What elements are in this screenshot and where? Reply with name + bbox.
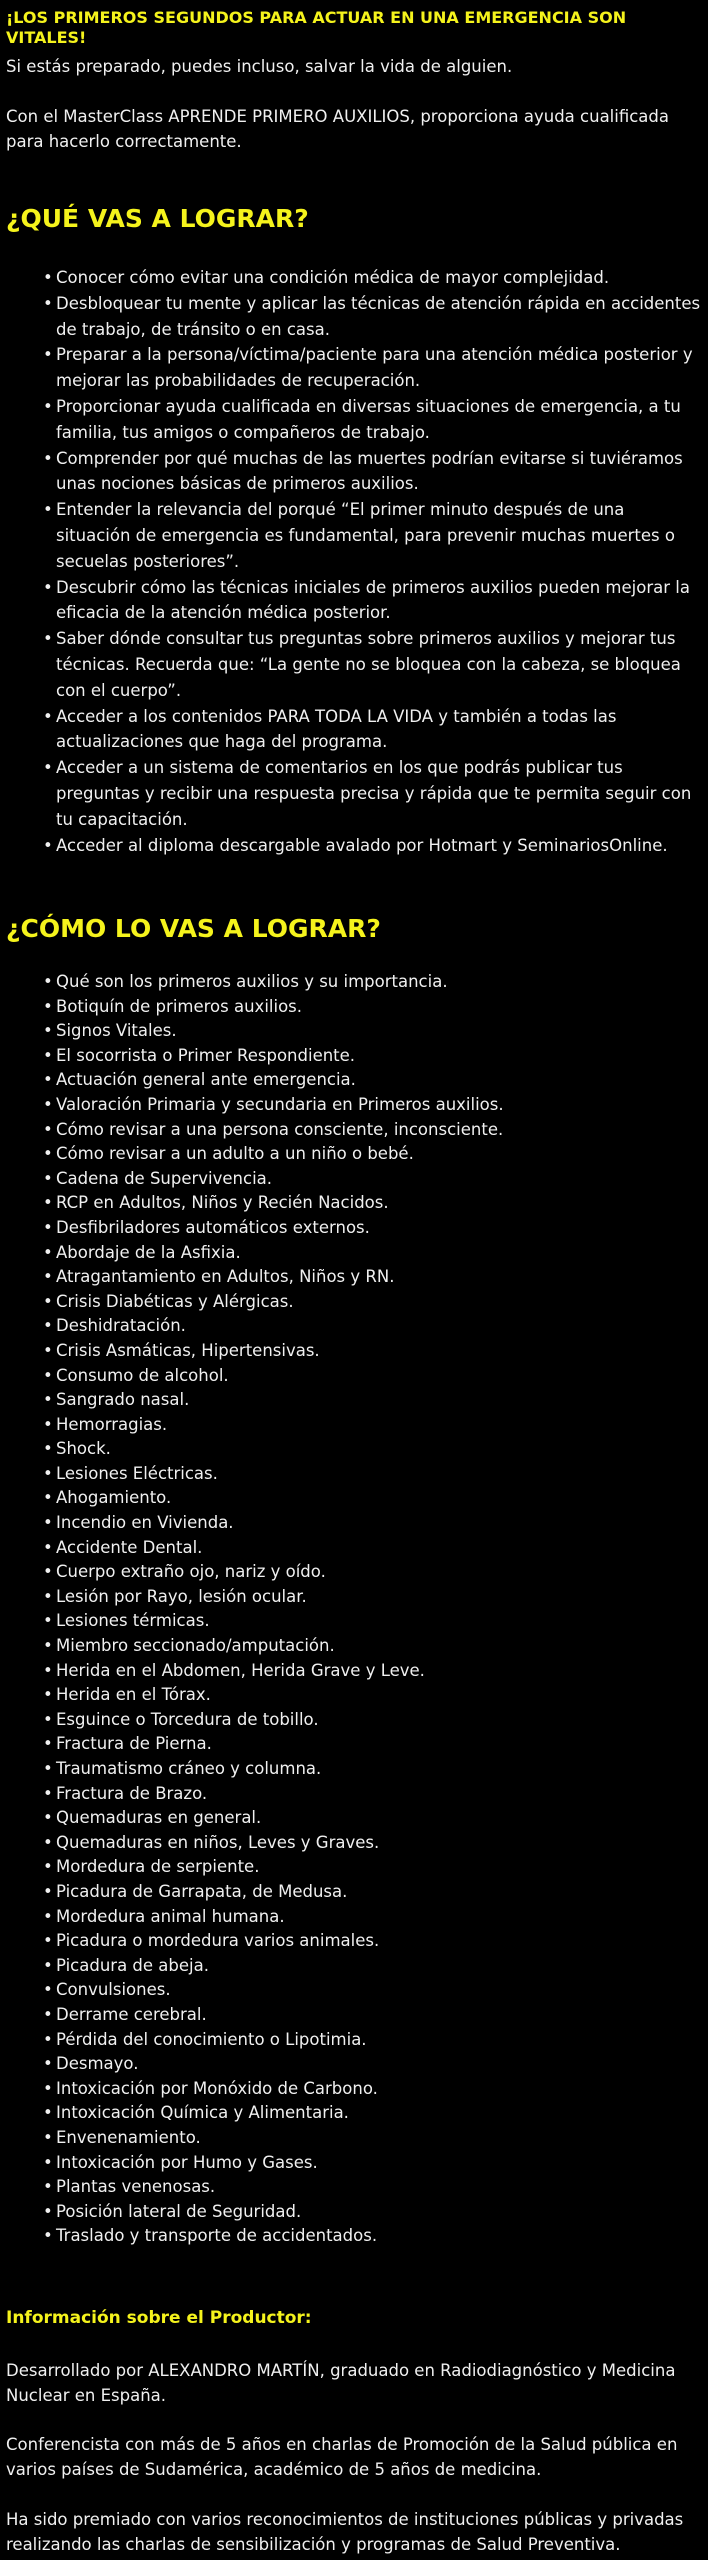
method-item: • RCP en Adultos, Niños y Recién Nacidos. [43,1191,703,1216]
method-item: • Posición lateral de Seguridad. [43,2200,703,2225]
intro-paragraph-1: Si estás preparado, puedes incluso, salvar la vida de alguien. [6,57,513,76]
producer-paragraph-1: Desarrollado por ALEXANDRO MARTÍN, graduado en Radiodiagnóstico y Medicina Nuclear en España. [6,2361,676,2405]
intro-paragraph-2: Con el MasterClass APRENDE PRIMERO AUXILIOS, proporciona ayuda cualificada para hacerlo correctamente. [6,107,670,151]
method-item: • Crisis Asmáticas, Hipertensivas. [43,1339,703,1364]
method-item: • Miembro seccionado/amputación. [43,1634,703,1659]
method-item: • Esguince o Torcedura de tobillo. [43,1708,703,1733]
method-item: • Quemaduras en general. [43,1806,703,1831]
method-item: • El socorrista o Primer Respondiente. [43,1044,703,1069]
goal-item: • Proporcionar ayuda cualificada en diversas situaciones de emergencia, a tu familia, tus amigos o compañeros de trabajo. [43,394,703,446]
method-item: • Herida en el Tórax. [43,1683,703,1708]
method-item: • Valoración Primaria y secundaria en Primeros auxilios. [43,1093,703,1118]
goal-item: • Acceder a los contenidos PARA TODA LA VIDA y también a todas las actualizaciones que haga del programa. [43,704,703,756]
method-item: • Derrame cerebral. [43,2003,703,2028]
method-item: • Quemaduras en niños, Leves y Graves. [43,1831,703,1856]
goal-item: • Preparar a la persona/víctima/paciente para una atención médica posterior y mejorar las probabilidades de recuperación. [43,342,703,394]
method-item: • Abordaje de la Asfixia. [43,1241,703,1266]
method-item: • Picadura de abeja. [43,1954,703,1979]
method-item: • Qué son los primeros auxilios y su importancia. [43,970,703,995]
method-item: • Desmayo. [43,2052,703,2077]
method-item: • Picadura o mordedura varios animales. [43,1929,703,1954]
method-item: • Traslado y transporte de accidentados. [43,2224,703,2249]
method-item: • Fractura de Pierna. [43,1732,703,1757]
method-item: • Convulsiones. [43,1978,703,2003]
goal-item: • Acceder al diploma descargable avalado por Hotmart y SeminariosOnline. [43,833,703,859]
methods-title: ¿CÓMO LO VAS A LOGRAR? [6,914,381,943]
method-item: • Atragantamiento en Adultos, Niños y RN. [43,1265,703,1290]
goals-list [43,265,703,858]
method-item: • Intoxicación por Monóxido de Carbono. [43,2077,703,2102]
method-item: • Shock. [43,1437,703,1462]
goal-item: • Desbloquear tu mente y aplicar las técnicas de atención rápida en accidentes de trabajo, de tránsito o en casa. [43,291,703,343]
method-item: • Ahogamiento. [43,1486,703,1511]
method-item: • Accidente Dental. [43,1536,703,1561]
method-item: • Lesiones térmicas. [43,1609,703,1634]
method-item: • Mordedura de serpiente. [43,1855,703,1880]
goal-item: • Entender la relevancia del porqué “El primer minuto después de una situación de emergencia es fundamental, para prevenir muchas muertes o secuelas posteriores”. [43,497,703,574]
goal-item: • Descubrir cómo las técnicas iniciales de primeros auxilios pueden mejorar la eficacia de la atención médica posterior. [43,575,703,627]
method-item: • Lesiones Eléctricas. [43,1462,703,1487]
method-item: • Mordedura animal humana. [43,1905,703,1930]
method-item: • Hemorragias. [43,1413,703,1438]
method-item: • Envenenamiento. [43,2126,703,2151]
method-item: • Pérdida del conocimiento o Lipotimia. [43,2028,703,2053]
producer-paragraph-2: Conferencista con más de 5 años en charlas de Promoción de la Salud pública en varios países de Sudamérica, académico de 5 años de medicina. [6,2435,678,2479]
method-item: • Actuación general ante emergencia. [43,1068,703,1093]
method-item: • Herida en el Abdomen, Herida Grave y Leve. [43,1659,703,1684]
method-item: • Consumo de alcohol. [43,1364,703,1389]
goals-title: ¿QUÉ VAS A LOGRAR? [6,204,309,233]
method-item: • Intoxicación Química y Alimentaria. [43,2101,703,2126]
method-item: • Intoxicación por Humo y Gases. [43,2151,703,2176]
method-item: • Signos Vitales. [43,1019,703,1044]
goal-item: • Saber dónde consultar tus preguntas sobre primeros auxilios y mejorar tus técnicas. Recuerda que: “La gente no se bloquea con la cabeza, se bloquea con el cuerpo”. [43,626,703,703]
method-item: • Cómo revisar a una persona consciente, inconsciente. [43,1118,703,1143]
method-item: • Traumatismo cráneo y columna. [43,1757,703,1782]
method-item: • Cadena de Supervivencia. [43,1167,703,1192]
goal-item: • Comprender por qué muchas de las muertes podrían evitarse si tuviéramos unas nociones básicas de primeros auxilios. [43,446,703,498]
method-item: • Sangrado nasal. [43,1388,703,1413]
method-item: • Incendio en Vivienda. [43,1511,703,1536]
method-item: • Picadura de Garrapata, de Medusa. [43,1880,703,1905]
method-item: • Crisis Diabéticas y Alérgicas. [43,1290,703,1315]
goal-item: • Acceder a un sistema de comentarios en los que podrás publicar tus preguntas y recibir una respuesta precisa y rápida que te permita seguir con tu capacitación. [43,755,703,832]
method-item: • Deshidratación. [43,1314,703,1339]
method-item: • Desfibriladores automáticos externos. [43,1216,703,1241]
method-item: • Fractura de Brazo. [43,1782,703,1807]
method-item: • Cuerpo extraño ojo, nariz y oído. [43,1560,703,1585]
producer-paragraph-3: Ha sido premiado con varios reconocimientos de instituciones públicas y privadas realizando las charlas de sensibilización y programas de Salud Preventiva. [6,2510,684,2554]
method-item: • Cómo revisar a un adulto a un niño o bebé. [43,1142,703,1167]
method-item: • Lesión por Rayo, lesión ocular. [43,1585,703,1610]
method-item: • Plantas venenosas. [43,2175,703,2200]
method-item: • Botiquín de primeros auxilios. [43,995,703,1020]
producer-title: Información sobre el Productor: [6,2308,312,2328]
methods-list [43,970,703,2249]
headline: ¡LOS PRIMEROS SEGUNDOS PARA ACTUAR EN UNA EMERGENCIA SON VITALES! [6,8,627,47]
goal-item: • Conocer cómo evitar una condición médica de mayor complejidad. [43,265,703,291]
